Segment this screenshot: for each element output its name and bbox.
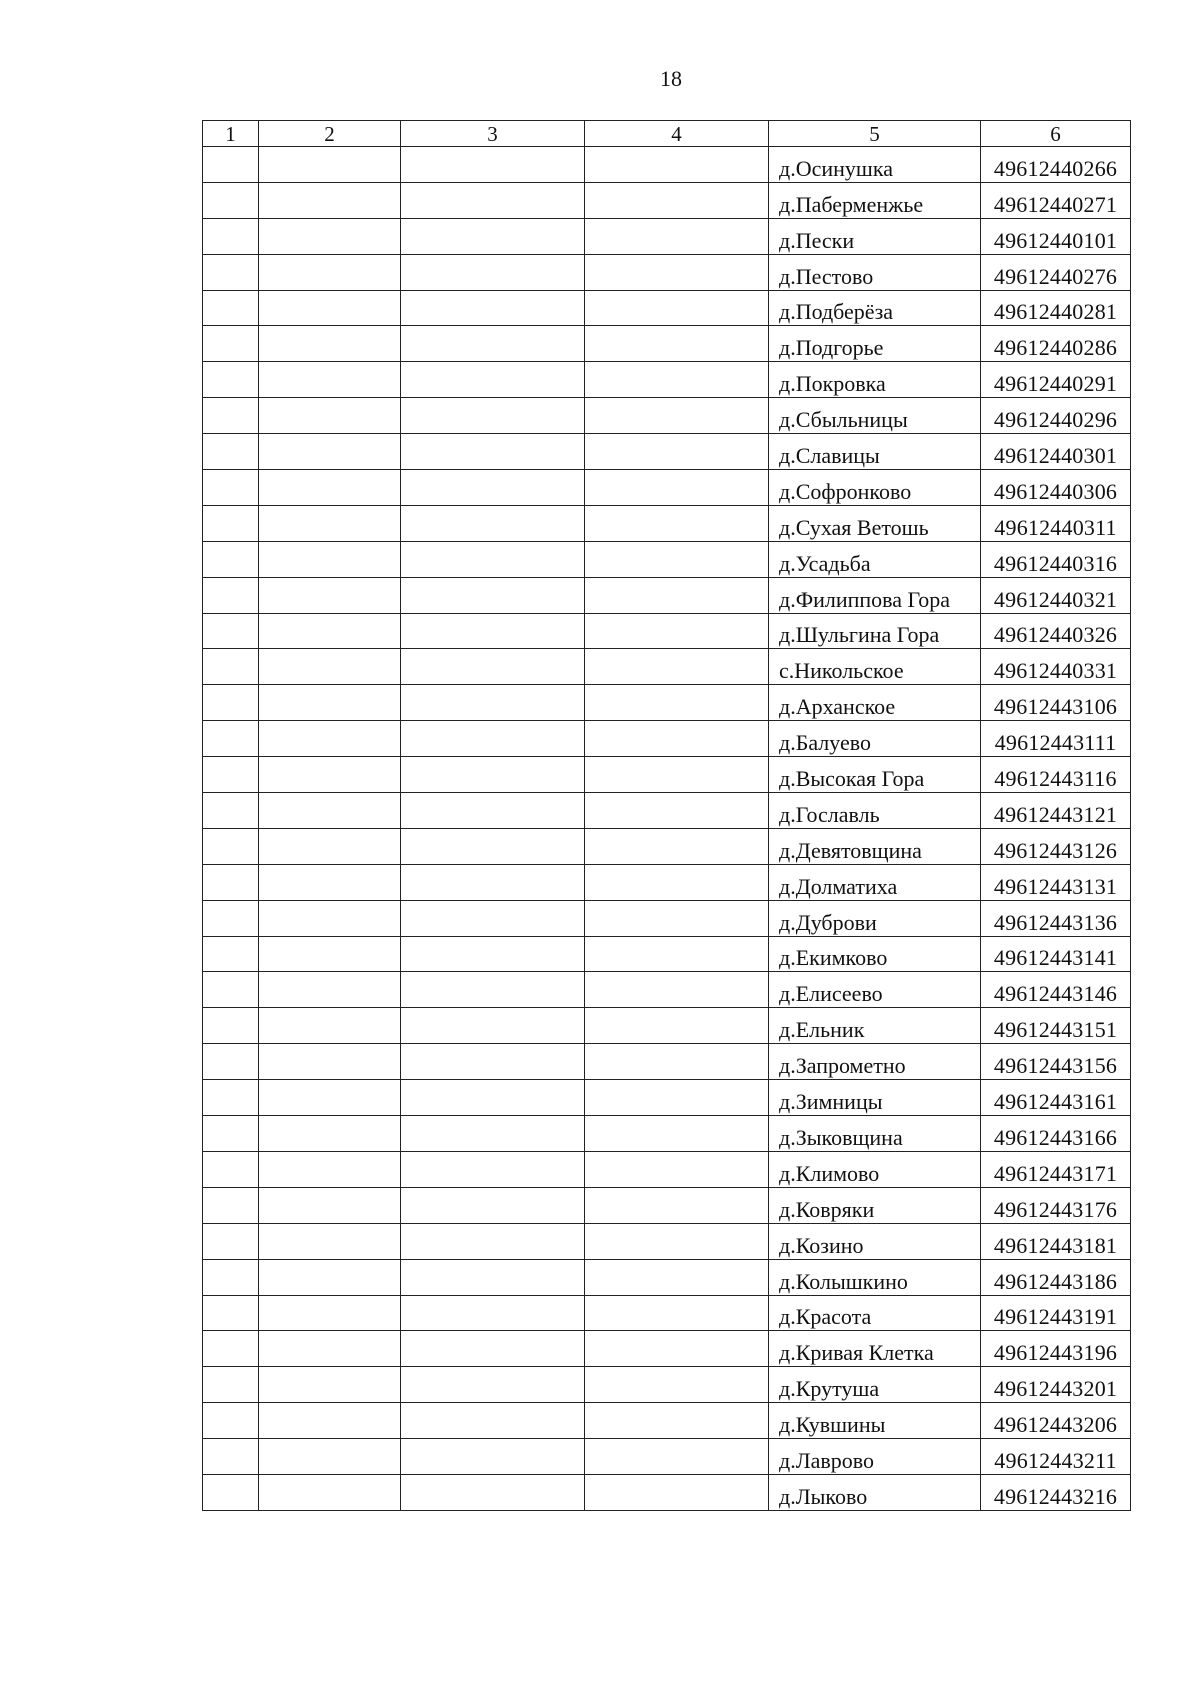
- locality-name-cell: д.Кривая Клетка: [769, 1331, 981, 1367]
- empty-cell-col-4: [585, 1008, 769, 1044]
- empty-cell-col-4: [585, 685, 769, 721]
- empty-cell-col-3: [401, 254, 585, 290]
- empty-cell-col-3: [401, 218, 585, 254]
- table-row: [203, 1223, 1131, 1259]
- table-row: [203, 613, 1131, 649]
- empty-cell-col-4: [585, 1439, 769, 1475]
- page-number: 18: [660, 66, 682, 91]
- empty-cell-col-1: [203, 1439, 259, 1475]
- table-row: [203, 1367, 1131, 1403]
- oktmo-code-cell: 49612440266: [981, 147, 1131, 183]
- locality-name-cell: д.Подгорье: [769, 326, 981, 362]
- empty-cell-col-1: [203, 1223, 259, 1259]
- column-header-3: 3: [401, 121, 585, 147]
- oktmo-code-cell: 49612440311: [981, 505, 1131, 541]
- empty-cell-col-2: [259, 864, 401, 900]
- empty-cell-col-4: [585, 470, 769, 506]
- empty-cell-col-4: [585, 326, 769, 362]
- empty-cell-col-2: [259, 1403, 401, 1439]
- empty-cell-col-1: [203, 541, 259, 577]
- empty-cell-col-3: [401, 613, 585, 649]
- empty-cell-col-1: [203, 398, 259, 434]
- oktmo-code-cell: 49612443166: [981, 1116, 1131, 1152]
- locality-name-cell: д.Лаврово: [769, 1439, 981, 1475]
- empty-cell-col-2: [259, 541, 401, 577]
- table-body: [203, 147, 1131, 1511]
- empty-cell-col-3: [401, 1259, 585, 1295]
- empty-cell-col-2: [259, 1116, 401, 1152]
- table-row: [203, 685, 1131, 721]
- table-row: [203, 721, 1131, 757]
- empty-cell-col-3: [401, 649, 585, 685]
- empty-cell-col-4: [585, 1367, 769, 1403]
- empty-cell-col-4: [585, 828, 769, 864]
- empty-cell-col-4: [585, 1187, 769, 1223]
- oktmo-code-cell: 49612440281: [981, 290, 1131, 326]
- empty-cell-col-3: [401, 290, 585, 326]
- locality-name-cell: д.Екимково: [769, 936, 981, 972]
- table-row: [203, 1439, 1131, 1475]
- oktmo-code-cell: 49612443121: [981, 793, 1131, 829]
- table-row: [203, 1044, 1131, 1080]
- empty-cell-col-4: [585, 577, 769, 613]
- empty-cell-col-4: [585, 649, 769, 685]
- locality-name-cell: д.Козино: [769, 1223, 981, 1259]
- table-row: [203, 1008, 1131, 1044]
- empty-cell-col-1: [203, 434, 259, 470]
- locality-name-cell: д.Усадьба: [769, 541, 981, 577]
- empty-cell-col-1: [203, 1259, 259, 1295]
- empty-cell-col-1: [203, 470, 259, 506]
- table-row: [203, 864, 1131, 900]
- locality-name-cell: д.Балуево: [769, 721, 981, 757]
- empty-cell-col-1: [203, 900, 259, 936]
- empty-cell-col-1: [203, 1367, 259, 1403]
- locality-name-cell: д.Сбыльницы: [769, 398, 981, 434]
- empty-cell-col-2: [259, 793, 401, 829]
- empty-cell-col-2: [259, 147, 401, 183]
- empty-cell-col-1: [203, 1151, 259, 1187]
- empty-cell-col-2: [259, 1474, 401, 1510]
- empty-cell-col-4: [585, 505, 769, 541]
- empty-cell-col-4: [585, 1259, 769, 1295]
- oktmo-code-cell: 49612443151: [981, 1008, 1131, 1044]
- empty-cell-col-1: [203, 290, 259, 326]
- locality-name-cell: д.Красота: [769, 1295, 981, 1331]
- empty-cell-col-3: [401, 721, 585, 757]
- table-row: [203, 1080, 1131, 1116]
- table-row: [203, 1259, 1131, 1295]
- empty-cell-col-3: [401, 936, 585, 972]
- locality-name-cell: д.Осинушка: [769, 147, 981, 183]
- empty-cell-col-4: [585, 613, 769, 649]
- table-row: [203, 900, 1131, 936]
- table-row: [203, 1403, 1131, 1439]
- empty-cell-col-1: [203, 1116, 259, 1152]
- empty-cell-col-4: [585, 1151, 769, 1187]
- empty-cell-col-1: [203, 864, 259, 900]
- empty-cell-col-1: [203, 649, 259, 685]
- oktmo-code-cell: 49612440286: [981, 326, 1131, 362]
- empty-cell-col-2: [259, 1331, 401, 1367]
- empty-cell-col-4: [585, 1295, 769, 1331]
- empty-cell-col-3: [401, 1187, 585, 1223]
- empty-cell-col-4: [585, 1223, 769, 1259]
- table-row: [203, 649, 1131, 685]
- oktmo-code-cell: 49612440101: [981, 218, 1131, 254]
- oktmo-code-cell: 49612443211: [981, 1439, 1131, 1475]
- empty-cell-col-4: [585, 398, 769, 434]
- oktmo-code-cell: 49612443111: [981, 721, 1131, 757]
- empty-cell-col-2: [259, 470, 401, 506]
- empty-cell-col-3: [401, 362, 585, 398]
- oktmo-code-cell: 49612443201: [981, 1367, 1131, 1403]
- empty-cell-col-3: [401, 434, 585, 470]
- empty-cell-col-4: [585, 1044, 769, 1080]
- empty-cell-col-3: [401, 685, 585, 721]
- locality-table: [202, 120, 1131, 1511]
- table-row: [203, 326, 1131, 362]
- oktmo-code-cell: 49612443126: [981, 828, 1131, 864]
- locality-name-cell: д.Колышкино: [769, 1259, 981, 1295]
- empty-cell-col-2: [259, 1187, 401, 1223]
- empty-cell-col-4: [585, 972, 769, 1008]
- oktmo-code-cell: 49612443176: [981, 1187, 1131, 1223]
- table-row: [203, 541, 1131, 577]
- locality-name-cell: д.Ковряки: [769, 1187, 981, 1223]
- empty-cell-col-2: [259, 326, 401, 362]
- oktmo-code-cell: 49612443216: [981, 1474, 1131, 1510]
- empty-cell-col-2: [259, 1044, 401, 1080]
- locality-name-cell: д.Дуброви: [769, 900, 981, 936]
- locality-name-cell: д.Подберёза: [769, 290, 981, 326]
- table-row: [203, 793, 1131, 829]
- empty-cell-col-1: [203, 147, 259, 183]
- oktmo-code-cell: 49612440321: [981, 577, 1131, 613]
- locality-name-cell: д.Климово: [769, 1151, 981, 1187]
- table-row: [203, 936, 1131, 972]
- oktmo-code-cell: 49612443106: [981, 685, 1131, 721]
- empty-cell-col-3: [401, 1331, 585, 1367]
- empty-cell-col-2: [259, 649, 401, 685]
- table-row: [203, 254, 1131, 290]
- empty-cell-col-1: [203, 1008, 259, 1044]
- locality-name-cell: д.Пески: [769, 218, 981, 254]
- empty-cell-col-2: [259, 362, 401, 398]
- oktmo-code-cell: 49612443146: [981, 972, 1131, 1008]
- empty-cell-col-3: [401, 147, 585, 183]
- empty-cell-col-3: [401, 1080, 585, 1116]
- empty-cell-col-1: [203, 1044, 259, 1080]
- empty-cell-col-3: [401, 1403, 585, 1439]
- oktmo-code-cell: 49612440291: [981, 362, 1131, 398]
- empty-cell-col-1: [203, 505, 259, 541]
- oktmo-code-cell: 49612440331: [981, 649, 1131, 685]
- empty-cell-col-1: [203, 362, 259, 398]
- empty-cell-col-3: [401, 1474, 585, 1510]
- empty-cell-col-3: [401, 757, 585, 793]
- oktmo-code-cell: 49612440306: [981, 470, 1131, 506]
- empty-cell-col-1: [203, 793, 259, 829]
- empty-cell-col-4: [585, 182, 769, 218]
- oktmo-code-cell: 49612443186: [981, 1259, 1131, 1295]
- empty-cell-col-4: [585, 218, 769, 254]
- empty-cell-col-2: [259, 1080, 401, 1116]
- empty-cell-col-4: [585, 290, 769, 326]
- table-row: [203, 1151, 1131, 1187]
- table-row: [203, 182, 1131, 218]
- empty-cell-col-4: [585, 757, 769, 793]
- empty-cell-col-1: [203, 613, 259, 649]
- empty-cell-col-1: [203, 1295, 259, 1331]
- empty-cell-col-3: [401, 1223, 585, 1259]
- column-header-1: 1: [203, 121, 259, 147]
- empty-cell-col-1: [203, 182, 259, 218]
- table-row: [203, 434, 1131, 470]
- oktmo-code-cell: 49612443181: [981, 1223, 1131, 1259]
- empty-cell-col-1: [203, 972, 259, 1008]
- oktmo-code-cell: 49612440276: [981, 254, 1131, 290]
- table-row: [203, 972, 1131, 1008]
- oktmo-code-cell: 49612440301: [981, 434, 1131, 470]
- empty-cell-col-3: [401, 326, 585, 362]
- empty-cell-col-3: [401, 864, 585, 900]
- oktmo-code-cell: 49612443206: [981, 1403, 1131, 1439]
- empty-cell-col-2: [259, 1367, 401, 1403]
- empty-cell-col-2: [259, 721, 401, 757]
- empty-cell-col-1: [203, 1403, 259, 1439]
- locality-name-cell: д.Гославль: [769, 793, 981, 829]
- empty-cell-col-3: [401, 182, 585, 218]
- header-row: [203, 121, 1131, 147]
- empty-cell-col-4: [585, 1080, 769, 1116]
- locality-name-cell: д.Пестово: [769, 254, 981, 290]
- empty-cell-col-4: [585, 1116, 769, 1152]
- empty-cell-col-2: [259, 434, 401, 470]
- empty-cell-col-3: [401, 470, 585, 506]
- oktmo-code-cell: 49612443131: [981, 864, 1131, 900]
- empty-cell-col-1: [203, 757, 259, 793]
- empty-cell-col-1: [203, 218, 259, 254]
- empty-cell-col-3: [401, 541, 585, 577]
- locality-name-cell: д.Ельник: [769, 1008, 981, 1044]
- oktmo-code-cell: 49612443196: [981, 1331, 1131, 1367]
- table-row: [203, 362, 1131, 398]
- oktmo-code-cell: 49612440316: [981, 541, 1131, 577]
- empty-cell-col-1: [203, 577, 259, 613]
- column-header-4: 4: [585, 121, 769, 147]
- column-header-5: 5: [769, 121, 981, 147]
- empty-cell-col-2: [259, 1259, 401, 1295]
- empty-cell-col-3: [401, 1367, 585, 1403]
- empty-cell-col-1: [203, 1331, 259, 1367]
- column-header-6: 6: [981, 121, 1131, 147]
- empty-cell-col-2: [259, 1223, 401, 1259]
- oktmo-code-cell: 49612443136: [981, 900, 1131, 936]
- empty-cell-col-2: [259, 685, 401, 721]
- empty-cell-col-4: [585, 936, 769, 972]
- oktmo-code-cell: 49612443141: [981, 936, 1131, 972]
- locality-name-cell: д.Девятовщина: [769, 828, 981, 864]
- empty-cell-col-1: [203, 828, 259, 864]
- oktmo-code-cell: 49612440296: [981, 398, 1131, 434]
- oktmo-code-cell: 49612443171: [981, 1151, 1131, 1187]
- empty-cell-col-1: [203, 326, 259, 362]
- locality-name-cell: д.Сухая Ветошь: [769, 505, 981, 541]
- empty-cell-col-2: [259, 1008, 401, 1044]
- locality-name-cell: д.Шульгина Гора: [769, 613, 981, 649]
- table-row: [203, 470, 1131, 506]
- empty-cell-col-2: [259, 1151, 401, 1187]
- empty-cell-col-4: [585, 254, 769, 290]
- empty-cell-col-1: [203, 254, 259, 290]
- empty-cell-col-2: [259, 613, 401, 649]
- empty-cell-col-3: [401, 1008, 585, 1044]
- empty-cell-col-1: [203, 1474, 259, 1510]
- empty-cell-col-3: [401, 577, 585, 613]
- empty-cell-col-2: [259, 757, 401, 793]
- locality-name-cell: д.Зыковщина: [769, 1116, 981, 1152]
- empty-cell-col-4: [585, 864, 769, 900]
- empty-cell-col-3: [401, 398, 585, 434]
- empty-cell-col-3: [401, 1116, 585, 1152]
- table-row: [203, 1331, 1131, 1367]
- locality-name-cell: д.Зимницы: [769, 1080, 981, 1116]
- locality-name-cell: д.Елисеево: [769, 972, 981, 1008]
- locality-name-cell: д.Славицы: [769, 434, 981, 470]
- table-row: [203, 505, 1131, 541]
- table-row: [203, 147, 1131, 183]
- empty-cell-col-4: [585, 1474, 769, 1510]
- empty-cell-col-3: [401, 1044, 585, 1080]
- locality-name-cell: д.Крутуша: [769, 1367, 981, 1403]
- table-row: [203, 1474, 1131, 1510]
- locality-name-cell: д.Филиппова Гора: [769, 577, 981, 613]
- empty-cell-col-2: [259, 290, 401, 326]
- empty-cell-col-2: [259, 505, 401, 541]
- empty-cell-col-2: [259, 254, 401, 290]
- oktmo-code-cell: 49612440326: [981, 613, 1131, 649]
- empty-cell-col-3: [401, 1151, 585, 1187]
- locality-name-cell: д.Кувшины: [769, 1403, 981, 1439]
- oktmo-code-cell: 49612440271: [981, 182, 1131, 218]
- empty-cell-col-2: [259, 577, 401, 613]
- empty-cell-col-4: [585, 147, 769, 183]
- empty-cell-col-2: [259, 900, 401, 936]
- empty-cell-col-1: [203, 1080, 259, 1116]
- locality-name-cell: д.Долматиха: [769, 864, 981, 900]
- locality-name-cell: д.Покровка: [769, 362, 981, 398]
- empty-cell-col-2: [259, 1439, 401, 1475]
- empty-cell-col-2: [259, 828, 401, 864]
- empty-cell-col-3: [401, 505, 585, 541]
- locality-name-cell: с.Никольское: [769, 649, 981, 685]
- empty-cell-col-3: [401, 793, 585, 829]
- empty-cell-col-4: [585, 434, 769, 470]
- empty-cell-col-1: [203, 721, 259, 757]
- table-row: [203, 398, 1131, 434]
- table-row: [203, 828, 1131, 864]
- empty-cell-col-3: [401, 900, 585, 936]
- empty-cell-col-2: [259, 936, 401, 972]
- empty-cell-col-4: [585, 900, 769, 936]
- oktmo-code-cell: 49612443191: [981, 1295, 1131, 1331]
- empty-cell-col-2: [259, 1295, 401, 1331]
- empty-cell-col-2: [259, 398, 401, 434]
- table-row: [203, 290, 1131, 326]
- empty-cell-col-4: [585, 721, 769, 757]
- table-row: [203, 1295, 1131, 1331]
- table-row: [203, 1187, 1131, 1223]
- oktmo-code-cell: 49612443156: [981, 1044, 1131, 1080]
- table-row: [203, 757, 1131, 793]
- locality-name-cell: д.Софронково: [769, 470, 981, 506]
- empty-cell-col-4: [585, 1403, 769, 1439]
- empty-cell-col-3: [401, 972, 585, 1008]
- locality-name-cell: д.Паберменжье: [769, 182, 981, 218]
- empty-cell-col-3: [401, 1295, 585, 1331]
- empty-cell-col-1: [203, 936, 259, 972]
- oktmo-code-cell: 49612443161: [981, 1080, 1131, 1116]
- empty-cell-col-3: [401, 1439, 585, 1475]
- empty-cell-col-2: [259, 182, 401, 218]
- empty-cell-col-1: [203, 685, 259, 721]
- locality-name-cell: д.Высокая Гора: [769, 757, 981, 793]
- oktmo-code-cell: 49612443116: [981, 757, 1131, 793]
- empty-cell-col-3: [401, 828, 585, 864]
- empty-cell-col-4: [585, 1331, 769, 1367]
- empty-cell-col-4: [585, 362, 769, 398]
- empty-cell-col-2: [259, 972, 401, 1008]
- empty-cell-col-4: [585, 793, 769, 829]
- table-row: [203, 218, 1131, 254]
- locality-name-cell: д.Запрометно: [769, 1044, 981, 1080]
- empty-cell-col-2: [259, 218, 401, 254]
- table-row: [203, 1116, 1131, 1152]
- table-row: [203, 577, 1131, 613]
- column-header-2: 2: [259, 121, 401, 147]
- locality-name-cell: д.Лыково: [769, 1474, 981, 1510]
- empty-cell-col-4: [585, 541, 769, 577]
- locality-name-cell: д.Арханское: [769, 685, 981, 721]
- empty-cell-col-1: [203, 1187, 259, 1223]
